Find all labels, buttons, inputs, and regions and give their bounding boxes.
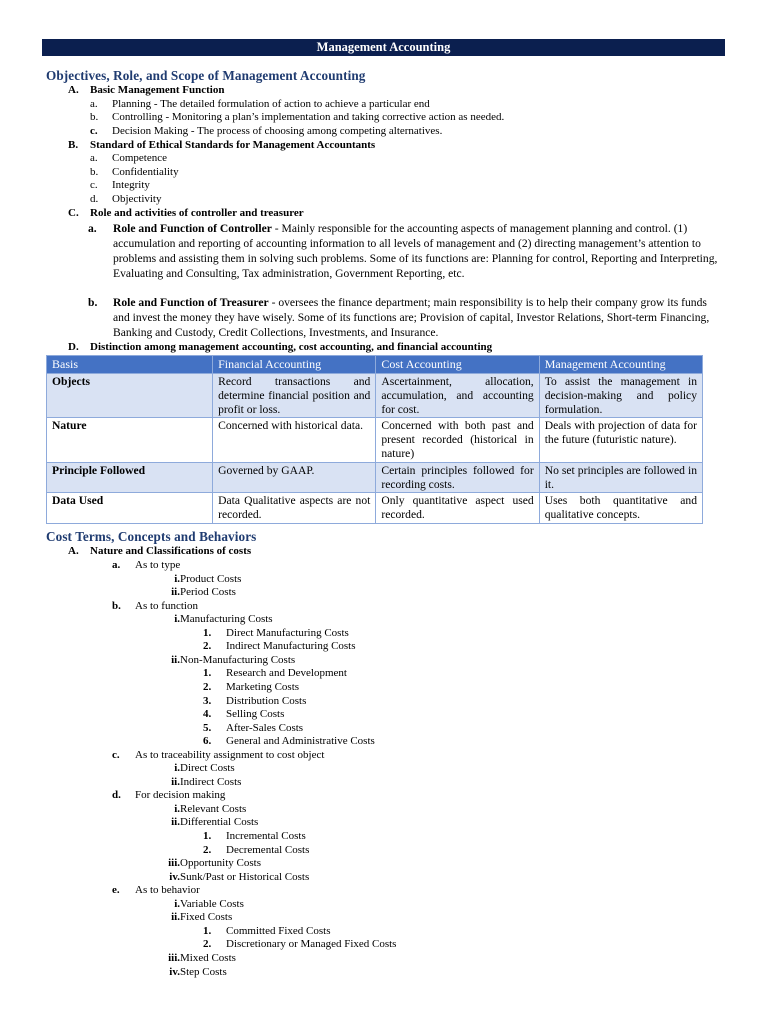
table-cell: Ascertainment, allocation, accumulation, and accounting for cost. (376, 374, 539, 418)
paragraph-text (88, 295, 723, 340)
list-text: Objectivity (112, 192, 162, 205)
list-text: Integrity (112, 179, 150, 191)
outline-marker: 2. (203, 640, 212, 653)
table-row (47, 493, 703, 524)
table-cell: Only quantitative aspect used recorded. (376, 493, 539, 524)
outline-marker: ii. (171, 911, 180, 924)
table-cell: Record transactions and determine financial position and profit or loss. (213, 374, 376, 418)
paragraph-lead: Role and Function of Treasurer (113, 295, 269, 309)
outline-text: For decision making (135, 789, 226, 802)
outline-text: Committed Fixed Costs (226, 924, 331, 937)
outline-marker: 2. (203, 680, 212, 693)
outline-text: As to behavior (135, 884, 200, 897)
outline-marker: ii. (171, 816, 180, 829)
outline-text: Mixed Costs (180, 951, 236, 964)
outline-text: Period Costs (180, 586, 236, 599)
list-text: Competence (112, 152, 167, 164)
list-text: Controlling - Monitoring a plan’s implementation and taking corrective action as needed. (112, 111, 505, 123)
table-cell: Data Qualitative aspects are not recorded. (213, 493, 376, 524)
outline-text: Relevant Costs (180, 802, 247, 815)
outline-text: Discretionary or Managed Fixed Costs (226, 938, 397, 951)
column-header: Basis (47, 356, 213, 374)
controller-paragraph (88, 221, 723, 281)
list-marker: b. (90, 111, 99, 123)
table-cell: To assist the management in decision-making and policy formulation. (539, 374, 702, 418)
table-cell: Objects (47, 374, 213, 418)
outline-marker: e. (112, 884, 120, 897)
outline-text: After-Sales Costs (226, 721, 304, 734)
outline-marker: 2. (203, 938, 212, 951)
outline-marker: i. (174, 762, 180, 775)
outline-marker: 1. (203, 924, 212, 937)
outline-marker: B. (68, 138, 79, 151)
paragraph-lead: Role and Function of Controller (113, 222, 272, 235)
outline-marker: A. (68, 84, 79, 96)
list-marker: c. (90, 179, 98, 191)
outline-text: General and Administrative Costs (226, 735, 375, 748)
outline-marker: C. (68, 206, 79, 219)
outline-text: Distribution Costs (226, 694, 307, 707)
outline-marker: b. (112, 599, 121, 612)
comparison-table (46, 355, 703, 524)
outline-text: As to function (135, 599, 198, 612)
table-row (47, 462, 703, 493)
outline-label: Nature and Classifications of costs (90, 545, 252, 557)
outline-marker: 5. (203, 721, 212, 734)
table-row (47, 418, 703, 462)
outline-text: Direct Costs (180, 762, 235, 775)
outline-marker: 3. (203, 694, 212, 707)
outline-text: Selling Costs (226, 708, 285, 721)
outline-text: Indirect Costs (180, 775, 242, 788)
column-header: Financial Accounting (213, 356, 376, 374)
outline-marker: iii. (168, 857, 180, 870)
outline-text: Fixed Costs (180, 911, 233, 924)
outline-marker: A. (68, 545, 79, 557)
outline-marker: i. (174, 802, 180, 815)
outline-text: Manufacturing Costs (180, 613, 273, 626)
list-marker: c. (90, 124, 98, 137)
outline-text: As to traceability assignment to cost object (135, 748, 325, 761)
outline-marker: d. (112, 789, 121, 802)
outline-text: Incremental Costs (226, 830, 306, 842)
outline-marker: ii. (171, 775, 180, 788)
table-cell: Concerned with both past and present recorded (historical in nature) (376, 418, 539, 462)
outline-label: Standard of Ethical Standards for Management Accountants (90, 138, 376, 151)
paragraph-body: - Mainly responsible for the accounting aspects of management planning and control. (1) accumulation and reporting of accounting information to all levels of management and (2) directing management’s attention to problems and assisting them in solving such problems. Some of its functions are: Planning for control, Reporting and Interpreting, Evaluating and Consulting, Tax administration, Government Reporting, etc. (113, 222, 718, 280)
table-cell: Concerned with historical data. (213, 418, 376, 462)
outline-label: Basic Management Function (90, 84, 225, 96)
table-cell: Deals with projection of data for the future (futuristic nature). (539, 418, 702, 462)
table-row (47, 374, 703, 418)
outline-marker: 1. (203, 626, 212, 639)
outline-text: Product Costs (180, 572, 242, 585)
treasurer-paragraph (88, 295, 723, 340)
outline-text: As to type (135, 559, 181, 571)
column-header: Management Accounting (539, 356, 702, 374)
outline-text: Differential Costs (180, 816, 259, 829)
table-cell: Certain principles followed for recording costs. (376, 462, 539, 493)
list-text: Decision Making - The process of choosing among competing alternatives. (112, 124, 443, 137)
outline-text: Non-Manufacturing Costs (180, 653, 296, 666)
outline-text: Sunk/Past or Historical Costs (180, 870, 310, 883)
outline-text: Step Costs (180, 965, 227, 978)
outline-marker: ii. (171, 653, 180, 666)
table-cell: Nature (47, 418, 213, 462)
list-marker: a. (90, 152, 98, 164)
outline-marker: 1. (203, 830, 212, 842)
outline-text: Decremental Costs (226, 843, 310, 856)
outline-marker: ii. (171, 586, 180, 599)
outline-text: Research and Development (226, 667, 347, 680)
list-marker: b. (88, 295, 98, 309)
column-header: Cost Accounting (376, 356, 539, 374)
table-header-row (47, 356, 703, 374)
list-marker: a. (90, 97, 98, 110)
table-cell: Data Used (47, 493, 213, 524)
table-cell: Principle Followed (47, 462, 213, 493)
outline-marker: 1. (203, 667, 212, 680)
outline-marker: iv. (169, 965, 180, 978)
outline-marker: i. (174, 613, 180, 626)
list-marker: b. (90, 165, 99, 178)
outline-marker: a. (112, 559, 121, 571)
list-text: Planning - The detailed formulation of action to achieve a particular end (112, 97, 430, 110)
outline-marker: 4. (203, 708, 212, 721)
outline-label: Distinction among management accounting, cost accounting, and financial accounting (90, 340, 493, 353)
section-heading-objectives: Objectives, Role, and Scope of Management Accounting (46, 68, 366, 83)
table-cell: Uses both quantitative and qualitative concepts. (539, 493, 702, 524)
outline-marker: iv. (169, 870, 180, 883)
outline-marker: iii. (168, 951, 180, 964)
outline-marker: D. (68, 340, 79, 353)
paragraph-body: - oversees the finance department; main responsibility is to help their company grow its funds and invest the money they have wisely. Some of its functions are; Provision of capital, Investor Relations, Short-term Financing, Banking and Custody, Credit Collections, Investments, and Insurance. (113, 295, 710, 339)
outline-label: Role and activities of controller and treasurer (90, 206, 304, 219)
outline-text: Variable Costs (180, 897, 244, 910)
list-marker: d. (90, 192, 99, 205)
paragraph-text (88, 221, 723, 281)
list-text: Confidentiality (112, 165, 179, 178)
outline-text: Indirect Manufacturing Costs (226, 640, 356, 653)
outline-marker: i. (174, 897, 180, 910)
outline-marker: i. (174, 572, 180, 585)
section-heading-cost-terms: Cost Terms, Concepts and Behaviors (46, 529, 257, 544)
document-title: Management Accounting (42, 39, 725, 56)
table-cell: Governed by GAAP. (213, 462, 376, 493)
outline-marker: c. (112, 748, 120, 761)
table-cell: No set principles are followed in it. (539, 462, 702, 493)
outline-text: Opportunity Costs (180, 857, 261, 870)
outline-text: Direct Manufacturing Costs (226, 626, 349, 639)
list-marker: a. (88, 222, 97, 235)
outline-marker: 6. (203, 735, 212, 748)
outline-marker: 2. (203, 843, 212, 856)
outline-text: Marketing Costs (226, 680, 300, 693)
